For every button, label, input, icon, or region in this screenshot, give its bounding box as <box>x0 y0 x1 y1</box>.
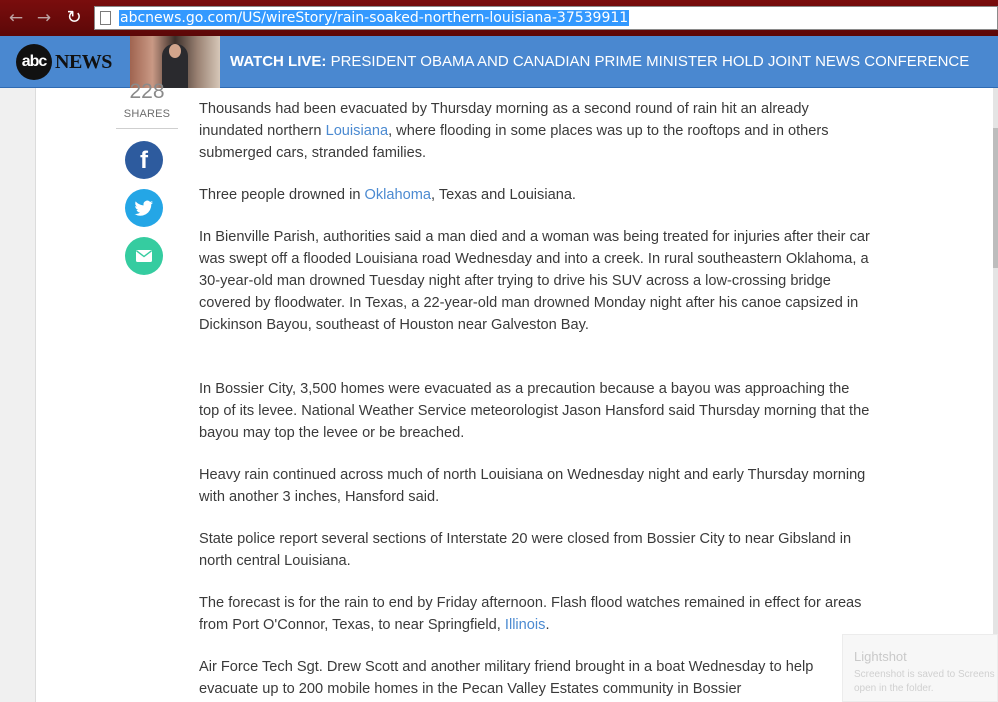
left-gutter <box>0 88 36 702</box>
notification-body <box>854 668 998 696</box>
scrollbar-thumb[interactable] <box>993 128 998 268</box>
article-paragraph-8: Air Force Tech Sgt. Drew Scott and another military friend brought in a boat Wednesday to help evacuate up to 200 mobile homes in the Pecan Valley Estates community in Bossier <box>199 659 814 697</box>
browser-toolbar <box>0 0 998 36</box>
watch-live-headline: PRESIDENT OBAMA AND CANADIAN PRIME MINISTER HOLD JOINT NEWS CONFERENCE <box>330 53 970 70</box>
louisiana-link[interactable]: Louisiana <box>325 123 389 139</box>
paragraph-text: The forecast is for the rain to end by Friday afternoon. Flash flood watches remained in effect for areas from Port O'Connor, Texas, to near Springfield, <box>199 595 862 633</box>
back-arrow-icon[interactable]: ← <box>8 8 24 28</box>
share-divider <box>116 128 178 129</box>
email-share-button[interactable] <box>125 237 163 275</box>
thumbnail-face <box>169 44 181 58</box>
lightshot-notification[interactable] <box>842 634 998 702</box>
watch-live-label: WATCH LIVE: <box>230 53 327 70</box>
twitter-bird-icon <box>125 189 163 227</box>
paragraph-text: , Texas and Louisiana. <box>431 187 576 203</box>
oklahoma-link[interactable]: Oklahoma <box>364 187 432 203</box>
url-text[interactable]: abcnews.go.com/US/wireStory/rain-soaked-northern-louisiana-37539911 <box>120 10 629 26</box>
article-paragraph-5: Heavy rain continued across much of north Louisiana on Wednesday night and early Thursday morning with another 3 inches, Hansford said. <box>199 467 866 505</box>
article-paragraph-7 <box>199 592 871 636</box>
article-paragraph-6: State police report several sections of Interstate 20 were closed from Bossier City to near Gibsland in north central Louisiana. <box>199 531 852 569</box>
facebook-icon: f <box>140 147 148 174</box>
article-paragraph-4: In Bossier City, 3,500 homes were evacuated as a precaution because a bayou was approaching the top of its levee. National Weather Service meteorologist Jason Hansford said Thursday morning that the bayou may top the levee or be breached. <box>199 381 870 441</box>
address-bar[interactable] <box>94 6 998 30</box>
notification-title: Lightshot <box>854 649 907 664</box>
news-wordmark[interactable]: NEWS <box>55 51 112 73</box>
abc-logo[interactable]: abc <box>16 44 52 80</box>
page-icon <box>100 11 111 25</box>
reload-icon[interactable]: ↻ <box>66 7 82 28</box>
share-count: 228 <box>129 80 165 103</box>
share-label: SHARES <box>123 108 171 120</box>
watch-live-banner[interactable] <box>230 53 969 70</box>
twitter-share-button[interactable] <box>125 189 163 227</box>
envelope-icon <box>125 237 163 275</box>
facebook-share-button[interactable] <box>125 141 163 179</box>
illinois-link[interactable]: Illinois <box>504 617 546 633</box>
article-paragraph-2 <box>199 184 871 206</box>
article-paragraph-1 <box>199 98 871 164</box>
notification-line-2: open in the folder. <box>854 683 934 694</box>
paragraph-text: , where flooding in some places was up to the rooftops and in others submerged cars, stranded families. <box>199 123 829 161</box>
paragraph-text: . <box>545 617 550 633</box>
notification-line-1: Screenshot is saved to Screens <box>854 669 995 680</box>
article-paragraph-3: In Bienville Parish, authorities said a man died and a woman was being treated for injuries after their car was swept off a flooded Louisiana road Wednesday and into a creek. In rural southeastern Oklahoma, a 30-year-old man drowned Tuesday night after trying to drive his SUV across a low-crossing bridge covered by floodwater. In Texas, a 22-year-old man drowned Monday night after his canoe capsized in Dickinson Bayou, southeast of Houston near Galveston Bay. <box>199 229 870 333</box>
forward-arrow-icon[interactable]: → <box>36 8 52 28</box>
page-scrollbar[interactable] <box>993 88 998 702</box>
paragraph-text: Thousands had been evacuated by Thursday morning as a second round of rain hit an already inundated northern <box>199 101 809 139</box>
paragraph-text: Three people drowned in <box>199 187 365 203</box>
